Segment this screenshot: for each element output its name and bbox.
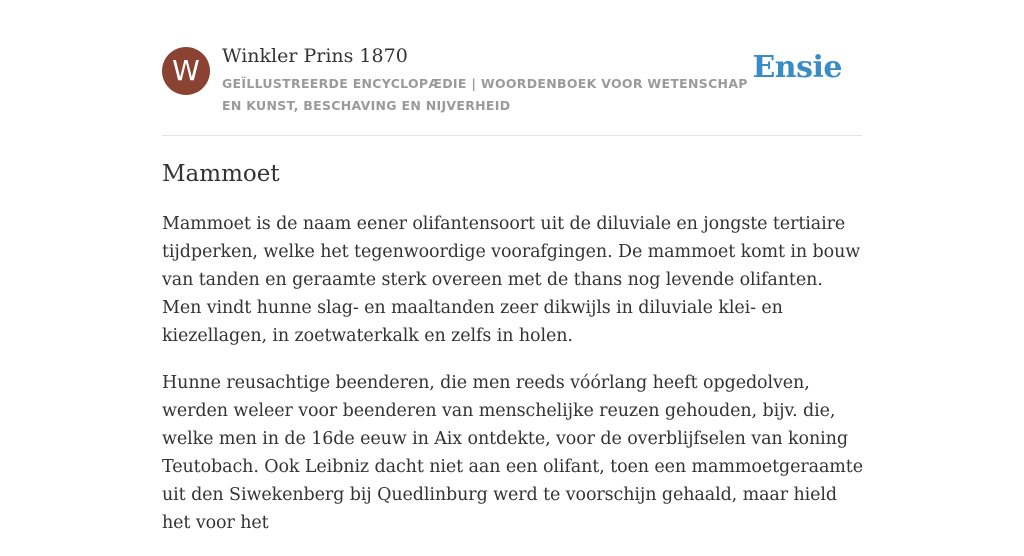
source-subtitle: GEÏLLUSTREERDE ENCYCLOPÆDIE | WOORDENBOEK VOOR WETENSCHAP EN KUNST, BESCHAVING EN NIJVERHEID bbox=[222, 76, 748, 113]
article bbox=[162, 158, 866, 556]
source-avatar[interactable]: W bbox=[162, 47, 210, 95]
header-divider bbox=[162, 135, 862, 136]
source-title[interactable]: Winkler Prins 1870 bbox=[222, 45, 408, 67]
source-header bbox=[162, 44, 862, 136]
article-title: Mammoet bbox=[162, 161, 280, 187]
article-paragraph: Mammoet is de naam eener olifantensoort uit de diluviale en jongste tertiaire tijdperken, welke het tegenwoordige voorafgingen. De mammoet komt in bouw van tanden en geraamte sterk overeen met de thans nog levende olifanten. Men vindt hunne slag- en maaltanden zeer dikwijls in diluviale klei- en kiezellagen, in zoetwaterkalk en zelfs in holen. bbox=[162, 214, 861, 346]
article-paragraph: Hunne reusachtige beenderen, die men reeds vóórlang heeft opgedolven, werden weleer voor beenderen van menschelijke reuzen gehouden, bijv. die, welke men in de 16de eeuw in Aix ontdekte, voor de overblijfselen van koning Teutobach. Ook Leibniz dacht niet aan een olifant, toen een mammoetgeraamte uit den Siwekenberg bij Quedlinburg werd te voorschijn gehaald, maar hield het voor het bbox=[162, 373, 863, 533]
ensie-logo[interactable]: Ensie bbox=[752, 50, 842, 85]
